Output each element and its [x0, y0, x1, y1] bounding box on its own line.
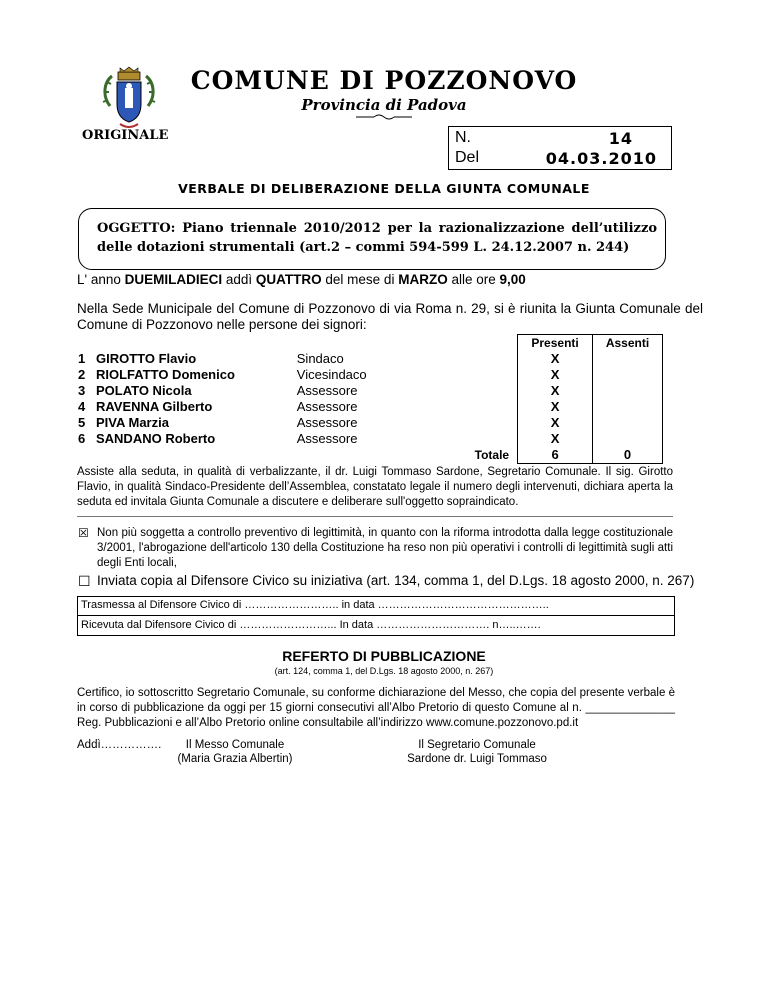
giorno-value: QUATTRO [255, 272, 322, 287]
members-table [78, 334, 663, 464]
member-number: 5 [78, 415, 86, 430]
table-row [78, 399, 663, 415]
presente-mark: X [518, 399, 593, 415]
non-piu-paragraph: Non più soggetta a controllo preventivo di legittimità, in quanto con la riforma introdotta dalla legge costituzionale 3/2001, l'abrogazione dell'articolo 130 della Costituzione ha reso non più operativi i controlli di legittimità sugli atti degli Enti locali, [97, 527, 673, 569]
presente-mark: X [518, 351, 593, 367]
presente-mark: X [518, 431, 593, 447]
trasmessa-row: Trasmessa al Difensore Civico di …………………….. in data ……………………………………….. [81, 599, 549, 611]
anno-text: L' anno [77, 272, 125, 287]
messo-signature-block [160, 738, 310, 766]
member-number: 6 [78, 431, 86, 446]
provincia-subtitle: Provincia di Padova [301, 96, 467, 114]
inviata-text: Inviata copia al Difensore Civico su iniziativa (art. 134, comma 1, del D.Lgs. 18 agosto 2000, n. 267) [97, 573, 695, 588]
member-name: RIOLFATTO Domenico [95, 367, 235, 382]
document-heading: VERBALE DI DELIBERAZIONE DELLA GIUNTA COMUNALE [178, 181, 590, 196]
member-role: Assessore [296, 399, 358, 414]
member-number: 1 [78, 351, 86, 366]
presente-mark: X [518, 367, 593, 383]
originale-label: ORIGINALE [82, 128, 169, 143]
presente-mark: X [518, 415, 593, 431]
member-name: RAVENNA Gilberto [95, 399, 213, 414]
member-role: Vicesindaco [296, 367, 367, 382]
totale-label: Totale [474, 448, 510, 463]
numero-label: N. [455, 129, 471, 146]
assente-mark [593, 399, 663, 415]
messo-name: (Maria Grazia Albertin) [177, 753, 293, 765]
totale-presenti: 6 [518, 447, 593, 464]
messo-title: Il Messo Comunale [185, 739, 285, 751]
oggetto-text: OGGETTO: Piano triennale 2010/2012 per la razionalizzazione dell’utilizzo delle dotazioni strumentali (art.2 – commi 594-599 L. 24.12.2007 n. 244) [97, 221, 657, 255]
member-name: GIROTTO Flavio [95, 351, 197, 366]
sede-paragraph: Nella Sede Municipale del Comune di Pozzonovo di via Roma n. 29, si è riunita la Giunta Comunale del Comune di Pozzonovo nelle persone dei signori: [77, 301, 703, 332]
totale-row [78, 447, 663, 464]
member-role: Sindaco [296, 351, 344, 366]
meeting-date-line [77, 272, 526, 287]
mese-value: MARZO [398, 272, 448, 287]
anno-text: alle ore [447, 272, 500, 287]
member-role: Assessore [296, 415, 358, 430]
table-row [78, 351, 663, 367]
table-row [78, 367, 663, 383]
anno-value: DUEMILADIECI [124, 272, 223, 287]
ora-value: 9,00 [499, 272, 526, 287]
member-number: 4 [78, 399, 86, 414]
anno-text: addì [222, 272, 256, 287]
assente-mark [593, 383, 663, 399]
delibera-number-box [448, 126, 672, 170]
presenti-header: Presenti [518, 335, 593, 352]
assente-mark [593, 351, 663, 367]
numero-value: 14 [608, 129, 633, 148]
member-role: Assessore [296, 431, 358, 446]
decorative-divider [356, 114, 412, 120]
difensore-civico-box [77, 596, 675, 636]
table-row [78, 415, 663, 431]
oggetto-box [78, 208, 666, 270]
member-number: 3 [78, 383, 86, 398]
member-number: 2 [78, 367, 86, 382]
assente-mark [593, 367, 663, 383]
comune-title: COMUNE DI POZZONOVO [190, 66, 578, 95]
member-role: Assessore [296, 383, 358, 398]
referto-title: REFERTO DI PUBBLICAZIONE [282, 648, 486, 664]
checked-checkbox-icon[interactable]: ☒ [78, 526, 89, 540]
table-row [78, 431, 663, 447]
assente-mark [593, 415, 663, 431]
assiste-paragraph: Assiste alla seduta, in qualità di verbalizzante, il dr. Luigi Tommaso Sardone, Segretario Comunale. Il sig. Girotto Flavio, in qualità Sindaco-Presidente dell’Assemblea, constatato legale il numero degli intervenuti, dichiara aperta la seduta ed invitala Giunta Comunale a discutere e deliberare sull'oggetto sopraindicato. [77, 466, 673, 508]
date-value: 04.03.2010 [545, 149, 657, 168]
anno-text: del mese di [321, 272, 399, 287]
certifico-paragraph: Certifico, io sottoscritto Segretario Comunale, su conforme dichiarazione del Messo, che copia del presente verbale è in corso di pubblicazione da oggi per 15 giorni consecutivi all’Albo Pretorio di questo Comune al n. ______________ Reg. Pubblicazioni e all’Albo Pretorio online consultabile all’indirizzo www.comune.pozzonovo.pd.it [77, 687, 675, 729]
member-name: POLATO Nicola [95, 383, 192, 398]
unchecked-checkbox-icon[interactable]: ☐ [78, 573, 91, 589]
totale-assenti: 0 [593, 447, 663, 464]
del-label: Del [455, 149, 480, 166]
assenti-header: Assenti [593, 335, 663, 352]
segretario-signature-block [392, 738, 562, 766]
addi-line: Addì……………. [77, 739, 162, 751]
referto-note: (art. 124, comma 1, del D.Lgs. 18 agosto 2000, n. 267) [274, 666, 494, 676]
table-row [78, 383, 663, 399]
assente-mark [593, 431, 663, 447]
member-name: SANDANO Roberto [95, 431, 216, 446]
segretario-title: Il Segretario Comunale [418, 739, 536, 751]
member-name: PIVA Marzia [95, 415, 169, 430]
divider [78, 615, 674, 616]
segretario-name: Sardone dr. Luigi Tommaso [407, 753, 547, 765]
divider [77, 516, 673, 517]
presente-mark: X [518, 383, 593, 399]
ricevuta-row: Ricevuta dal Difensore Civico di ……………………... In data …………………………. n…..……. [81, 619, 541, 631]
